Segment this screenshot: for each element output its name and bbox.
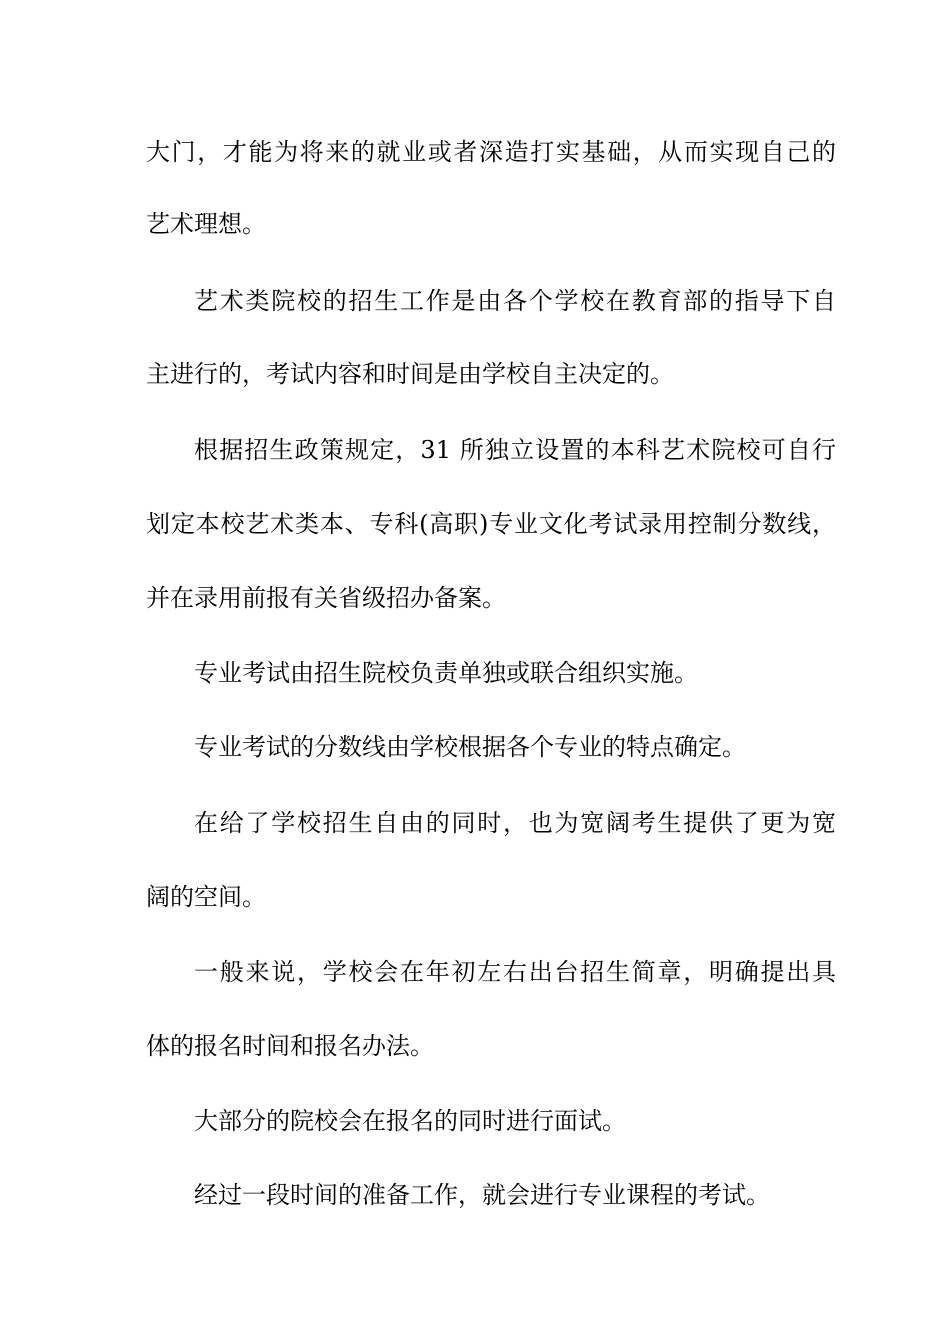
text-line: 主进行的，考试内容和时间是由学校自主决定的。 bbox=[146, 360, 674, 388]
text-line: 阔的空间。 bbox=[146, 883, 266, 911]
text-line: 一般来说，学校会在年初左右出台招生简章，明确提出具 bbox=[194, 958, 836, 986]
text-line: 体的报名时间和报名办法。 bbox=[146, 1032, 434, 1060]
text-line: 艺术理想。 bbox=[146, 210, 266, 238]
text-line: 大门，才能为将来的就业或者深造打实基础，从而实现自己的 bbox=[146, 138, 836, 166]
text-line: 大部分的院校会在报名的同时进行面试。 bbox=[194, 1107, 626, 1135]
text-line: 专业考试由招生院校负责单独或联合组织实施。 bbox=[194, 659, 698, 687]
text-line: 艺术类院校的招生工作是由各个学校在教育部的指导下自 bbox=[194, 287, 836, 315]
text-line: 在给了学校招生自由的同时，也为宽阔考生提供了更为宽 bbox=[194, 809, 836, 837]
text-line: 并在录用前报有关省级招办备案。 bbox=[146, 584, 506, 612]
text-line: 专业考试的分数线由学校根据各个专业的特点确定。 bbox=[194, 733, 746, 761]
text-line: 经过一段时间的准备工作，就会进行专业课程的考试。 bbox=[194, 1181, 770, 1209]
text-line: 划定本校艺术类本、专科(高职)专业文化考试录用控制分数线， bbox=[146, 510, 836, 538]
text-line: 根据招生政策规定，31 所独立设置的本科艺术院校可自行 bbox=[194, 436, 836, 464]
